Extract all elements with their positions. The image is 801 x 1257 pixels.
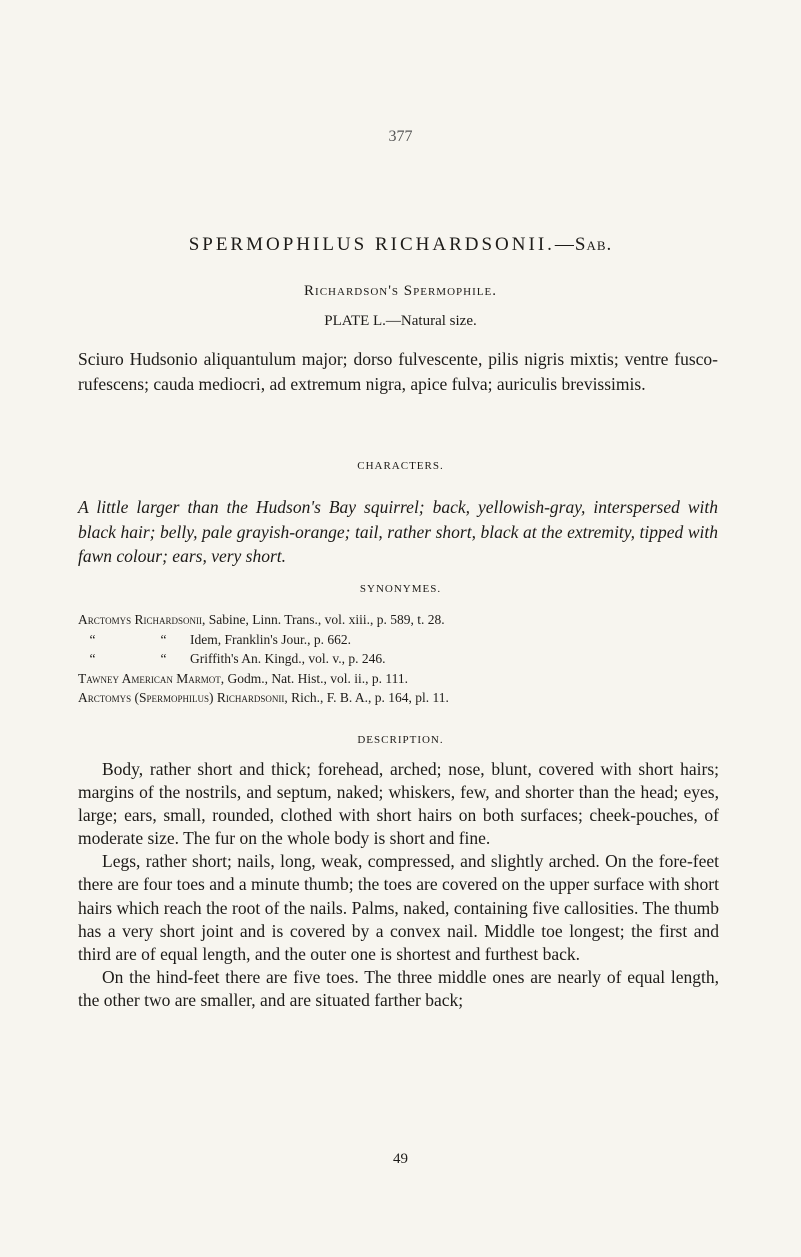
synonymes-list bbox=[78, 610, 758, 708]
characters-heading: CHARACTERS. bbox=[357, 460, 444, 472]
ditto-mark: “ bbox=[89, 651, 96, 666]
page-title bbox=[0, 234, 801, 256]
ditto-mark: “ bbox=[89, 631, 96, 647]
description-heading: DESCRIPTION. bbox=[357, 734, 444, 746]
synonym-entry bbox=[78, 630, 758, 650]
latin-description: Sciuro Hudsonio aliquantulum major; dorso fulvescente, pilis nigris mixtis; ventre fusco-rufescens; cauda mediocri, ad extremum nigra, apice fulva; auriculis brevissimis. bbox=[78, 349, 718, 394]
synonym-entry bbox=[78, 610, 758, 630]
title-genus: SPERMOPHILUS bbox=[188, 234, 368, 255]
description-paragraph: Body, rather short and thick; forehead, arched; nose, blunt, covered with short hairs; margins of the nostrils, and septum, naked; whiskers, few, and shorter than the head; eyes, large; ears, small, rounded, clothed with short hairs on both surfaces; cheek-pouches, of moderate size. The fur on the whole body is short and fine. bbox=[78, 759, 719, 849]
synonym-ref: Rich., F. B. A., p. 164, pl. 11. bbox=[291, 690, 449, 705]
description-body bbox=[78, 758, 719, 1012]
synonym-name: Arctomys Richardsonii, bbox=[78, 612, 206, 627]
characters-text: A little larger than the Hudson's Bay squirrel; back, yellowish-gray, interspersed with black hair; belly, pale grayish-orange; tail, rather short, black at the extremity, tipped with fawn colour; ears, very short. bbox=[78, 497, 718, 566]
synonym-entry bbox=[78, 649, 758, 669]
synonym-entry bbox=[78, 669, 758, 689]
title-author: —Sab. bbox=[554, 234, 613, 255]
title-species: RICHARDSONII. bbox=[374, 234, 555, 255]
synonym-ref: Godm., Nat. Hist., vol. ii., p. 111. bbox=[227, 670, 409, 686]
synonymes-heading: SYNONYMES. bbox=[359, 583, 442, 595]
ditto-mark: “ bbox=[160, 651, 167, 666]
ditto-mark: “ bbox=[160, 631, 167, 647]
description-paragraph: On the hind-feet there are five toes. The three middle ones are nearly of equal length, the other two are smaller, and are situated farther back; bbox=[78, 966, 719, 1010]
synonym-name: Tawney American Marmot, bbox=[78, 670, 225, 686]
synonym-name: Arctomys (Spermophilus) Richardsonii, bbox=[78, 690, 288, 705]
description-paragraph: Legs, rather short; nails, long, weak, compressed, and slightly arched. On the fore-feet there are four toes and a minute thumb; the toes are covered on the upper surface with short hairs which reach the root of the nails. Palms, naked, containing five callosities. The thumb has a very short joint and is covered by a convex nail. Middle toe longest; the first and third are of equal length, and the outer one is shortest and furthest back. bbox=[78, 851, 719, 964]
page-folio: 49 bbox=[393, 1151, 408, 1167]
synonym-ref: Sabine, Linn. Trans., vol. xiii., p. 589, t. 28. bbox=[208, 612, 445, 627]
plate-number: 377 bbox=[388, 128, 413, 145]
synonym-entry bbox=[78, 688, 758, 708]
synonym-ref: Griffith's An. Kingd., vol. v., p. 246. bbox=[190, 651, 386, 666]
plate-caption: PLATE L.—Natural size. bbox=[324, 313, 477, 329]
common-name: Richardson's Spermophile. bbox=[304, 283, 497, 299]
synonym-ref: Idem, Franklin's Jour., p. 662. bbox=[190, 631, 352, 647]
